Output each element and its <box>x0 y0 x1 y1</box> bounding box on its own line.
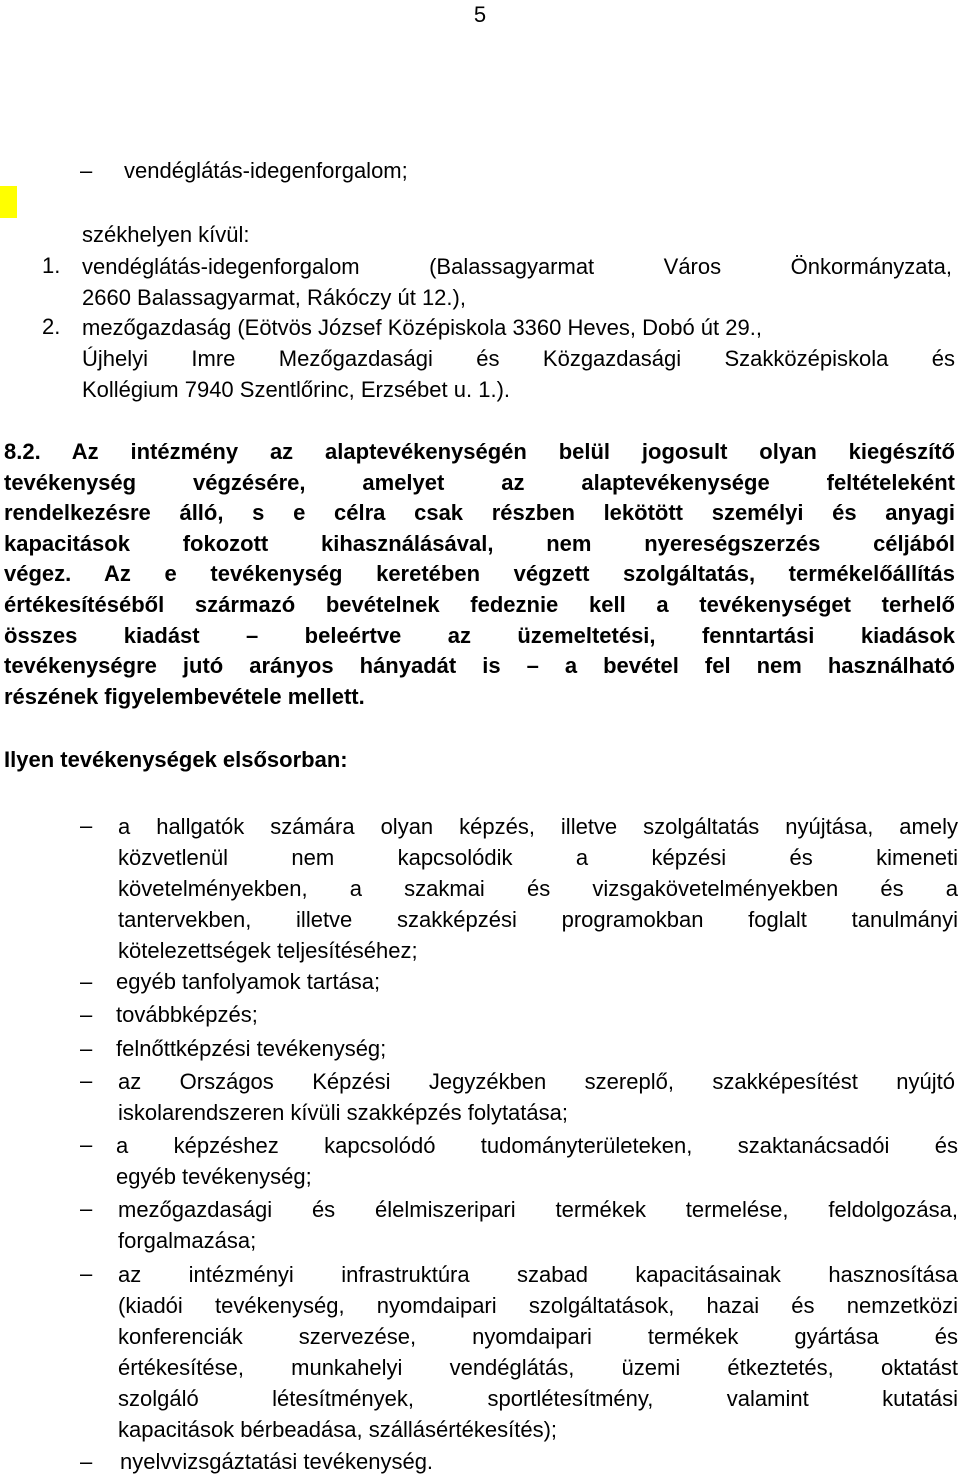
text-line: 8.2. Az intézmény az alaptevékenységén belül jogosult olyan kiegészítő <box>4 439 955 464</box>
text-line: részének figyelembevétele mellett. <box>4 683 365 709</box>
text-line: mezőgazdasági és élelmiszeripari termékek termelése, feldolgozása, <box>118 1197 958 1222</box>
list-dash: – <box>80 158 93 183</box>
text-line: konferenciák szervezése, nyomdaipari termékek gyártása és <box>118 1324 958 1349</box>
text-line: értékesítése, munkahelyi vendéglátás, üzemi étkeztetés, oktatást <box>118 1355 958 1380</box>
list-dash: – <box>80 1036 93 1061</box>
list-dash: – <box>80 1068 93 1093</box>
list-item <box>118 811 958 966</box>
list-item: nyelvvizsgáztatási tevékenység. <box>120 1449 434 1474</box>
highlight-marker <box>0 186 17 218</box>
text-line: vendéglátás-idegenforgalom (Balassagyarmat Város Önkormányzata, <box>82 254 952 279</box>
text-line: tevékenységre jutó arányos hányadát is – a bevétel fel nem használható <box>4 653 955 679</box>
list-item: felnőttképzési tevékenység; <box>116 1036 387 1061</box>
item-number: 2. <box>42 314 61 339</box>
text-line: közvetlenül nem kapcsolódik a képzési és kimeneti <box>118 845 958 870</box>
text-line: tantervekben, illetve szakképzési programokban foglalt tanulmányi <box>118 907 958 932</box>
list-item <box>118 1194 958 1256</box>
text-line: kapacitások fokozott kihasználásával, nem nyereségszerzés céljából <box>4 530 955 556</box>
text-line: forgalmazása; <box>118 1228 257 1253</box>
text-line: követelményekben, a szakmai és vizsgakövetelményekben és a <box>118 876 958 901</box>
text-line: egyéb tevékenység; <box>116 1164 312 1189</box>
text-line: végez. Az e tevékenység keretében végzett szolgáltatás, termékelőállítás <box>4 561 955 587</box>
text-line: a hallgatók számára olyan képzés, illetve szolgáltatás nyújtása, amely <box>118 814 958 839</box>
list-dash: – <box>80 1449 93 1474</box>
text-line: Újhelyi Imre Mezőgazdasági és Közgazdasági Szakközépiskola és <box>82 346 955 371</box>
list-item <box>118 1066 955 1128</box>
list-item: továbbképzés; <box>116 1002 258 1027</box>
text-line: (kiadói tevékenység, nyomdaipari szolgáltatások, hazai és nemzetközi <box>118 1293 958 1318</box>
numbered-item-text <box>82 312 955 405</box>
list-dash: – <box>80 969 93 994</box>
text-line: iskolarendszeren kívüli szakképzés folytatása; <box>118 1100 568 1125</box>
list-dash: – <box>80 1261 93 1286</box>
list-dash: – <box>80 1132 93 1157</box>
list-item <box>116 1130 958 1192</box>
text-line: tevékenység végzésére, amelyet az alaptevékenysége feltételeként <box>4 469 955 495</box>
activities-heading: Ilyen tevékenységek elsősorban: <box>4 747 348 772</box>
text-line: 2660 Balassagyarmat, Rákóczy út 12.), <box>82 285 466 310</box>
numbered-item-text <box>82 251 952 313</box>
section-8-2-paragraph <box>4 437 955 712</box>
text-line: rendelkezésre álló, s e célra csak részben lekötött személyi és anyagi <box>4 500 955 526</box>
list-dash: – <box>80 1002 93 1027</box>
text-line: kötelezettségek teljesítéséhez; <box>118 938 418 963</box>
item-number: 1. <box>42 253 61 278</box>
text-line: összes kiadást – beleértve az üzemeltetési, fenntartási kiadások <box>4 622 955 648</box>
list-item <box>118 1259 958 1445</box>
text-line: mezőgazdaság (Eötvös József Középiskola 3360 Heves, Dobó út 29., <box>82 315 762 340</box>
list-dash: – <box>80 813 93 838</box>
list-dash: – <box>80 1196 93 1221</box>
list-item: vendéglátás-idegenforgalom; <box>124 158 408 183</box>
text-line: kapacitások bérbeadása, szállásértékesítés); <box>118 1417 558 1442</box>
text-line: az intézményi infrastruktúra szabad kapacitásainak hasznosítása <box>118 1262 958 1287</box>
text-line: értékesítéséből származó bevételnek fedeznie kell a tevékenységet terhelő <box>4 591 955 617</box>
text-line: az Országos Képzési Jegyzékben szereplő, szakképesítést nyújtó <box>118 1069 955 1094</box>
text-line: a képzéshez kapcsolódó tudományterületeken, szaktanácsadói és <box>116 1133 958 1158</box>
text-line: Kollégium 7940 Szentlőrinc, Erzsébet u. 1.). <box>82 377 511 402</box>
page-number: 5 <box>473 2 487 27</box>
outside-seat-heading: székhelyen kívül: <box>82 222 250 247</box>
list-item: egyéb tanfolyamok tartása; <box>116 969 381 994</box>
text-line: szolgáló létesítmények, sportlétesítmény, valamint kutatási <box>118 1386 958 1411</box>
